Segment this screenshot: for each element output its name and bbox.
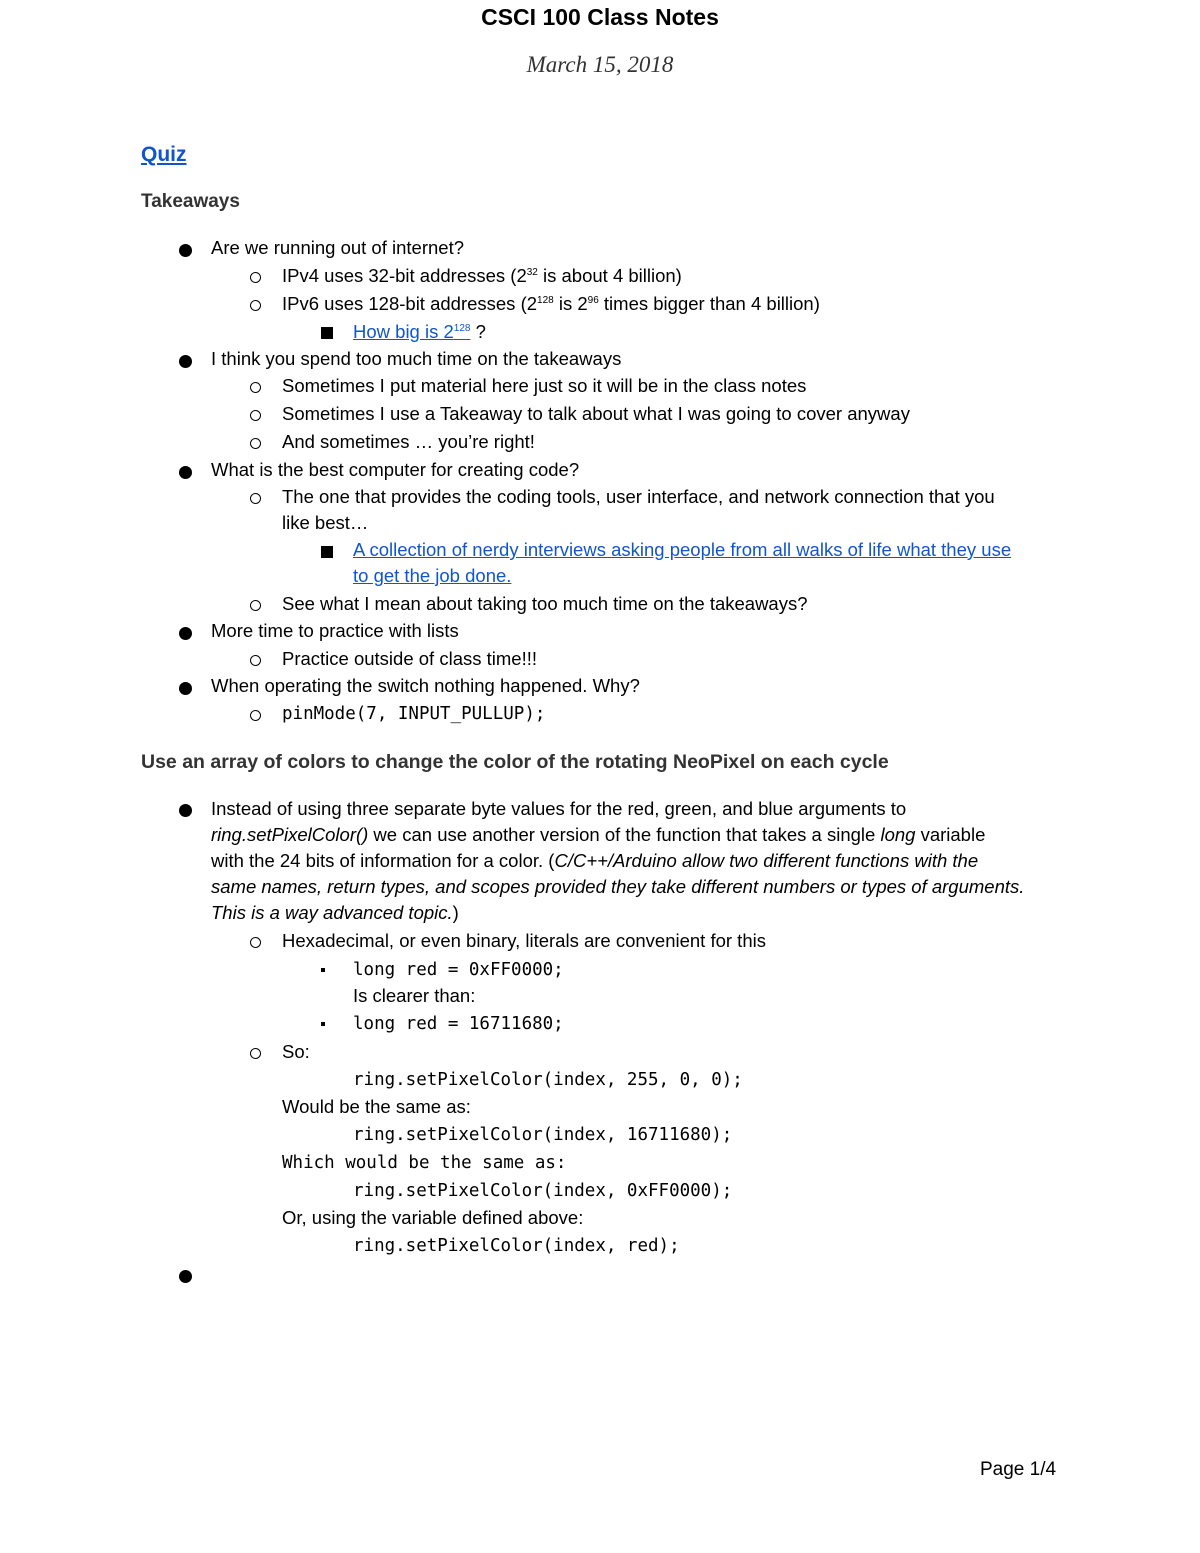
takeaway-answer: See what I mean about taking too much time on the takeaways?	[282, 593, 808, 614]
empty-bullet-icon	[179, 1270, 192, 1283]
code-line: ring.setPixelColor(index, red);	[353, 1236, 680, 1256]
circle-bullet-icon	[250, 382, 261, 393]
circle-bullet-icon	[250, 410, 261, 421]
document-title: CSCI 100 Class Notes	[481, 4, 719, 30]
code-line: long red = 0xFF0000;	[353, 960, 564, 980]
circle-bullet-icon	[250, 710, 261, 721]
bullet-icon	[179, 804, 192, 817]
takeaway-answer: Sometimes I put material here just so it will be in the class notes	[282, 375, 807, 396]
small-bullet-icon	[321, 1022, 325, 1026]
bullet-icon	[179, 682, 192, 695]
how-big-link-item: How big is $2^{128}$ ?	[353, 321, 486, 342]
how-big-link[interactable]: How big is $2^{128}$	[353, 321, 471, 342]
circle-bullet-icon	[250, 493, 261, 504]
takeaway-question: Are we running out of internet?	[211, 237, 464, 258]
interviews-link[interactable]: A collection of nerdy interviews asking people from all walks of life what they use	[353, 539, 1012, 560]
code-line: ring.setPixelColor(index, 16711680);	[353, 1125, 733, 1145]
page-number: Page 1/4	[980, 1459, 1057, 1480]
code-line: long red = 16711680;	[353, 1014, 564, 1034]
square-bullet-icon	[321, 546, 333, 558]
code-line: ring.setPixelColor(index, 255, 0, 0);	[353, 1070, 743, 1090]
bullet-icon	[179, 355, 192, 368]
bullet-icon	[179, 244, 192, 257]
note-text: Is clearer than:	[353, 985, 476, 1006]
circle-bullet-icon	[250, 300, 261, 311]
circle-bullet-icon	[250, 937, 261, 948]
paragraph-line: same names, return types, and scopes provided they take different numbers or types of arguments.	[211, 876, 1025, 897]
takeaway-answer: The one that provides the coding tools, user interface, and network connection that you	[282, 486, 995, 507]
takeaway-question: More time to practice with lists	[211, 620, 459, 641]
takeaway-answer: IPv4 uses 32-bit addresses ($2^{32}$ is about 4 billion)	[282, 265, 682, 286]
paragraph-line: This is a way advanced topic.)	[211, 902, 459, 923]
note-text: So:	[282, 1041, 310, 1062]
code-line: ring.setPixelColor(index, 0xFF0000);	[353, 1181, 733, 1201]
quiz-link[interactable]: Quiz	[141, 143, 187, 166]
interviews-link-line2	[353, 563, 511, 589]
takeaway-question: I think you spend too much time on the takeaways	[211, 348, 622, 369]
note-text: Would be the same as:	[282, 1096, 471, 1117]
takeaways-heading: Takeaways	[141, 191, 240, 212]
interviews-link-cont[interactable]: to get the job done.	[353, 565, 512, 586]
section-heading: Use an array of colors to change the color of the rotating NeoPixel on each cycle	[141, 751, 889, 773]
takeaway-answer: And sometimes … you’re right!	[282, 431, 535, 452]
note-text-mono: Which would be the same as:	[282, 1153, 567, 1173]
paragraph-line: Instead of using three separate byte values for the red, green, and blue arguments to	[211, 798, 907, 819]
paragraph-line: ring.setPixelColor() we can use another version of the function that takes a single long variable	[211, 824, 986, 845]
code-snippet: pinMode(7, INPUT_PULLUP);	[282, 704, 546, 724]
paragraph-line: with the 24 bits of information for a color. (C/C++/Arduino allow two different functions with the	[211, 850, 979, 871]
takeaway-question: What is the best computer for creating code?	[211, 459, 580, 480]
circle-bullet-icon	[250, 438, 261, 449]
takeaway-answer: Practice outside of class time!!!	[282, 648, 537, 669]
document-date: March 15, 2018	[526, 52, 674, 77]
circle-bullet-icon	[250, 1048, 261, 1059]
bullet-icon	[179, 627, 192, 640]
takeaway-answer-cont: like best…	[282, 512, 369, 533]
square-bullet-icon	[321, 327, 333, 339]
small-bullet-icon	[321, 968, 325, 972]
takeaway-answer: Sometimes I use a Takeaway to talk about what I was going to cover anyway	[282, 403, 910, 424]
bullet-icon	[179, 466, 192, 479]
takeaway-question: When operating the switch nothing happened. Why?	[211, 675, 640, 696]
circle-bullet-icon	[250, 272, 261, 283]
circle-bullet-icon	[250, 655, 261, 666]
takeaway-answer: IPv6 uses 128-bit addresses ($2^{128}$ is $2^{96}$ times bigger than 4 billion)	[282, 293, 820, 314]
interviews-link-line1	[353, 537, 1011, 563]
hex-intro: Hexadecimal, or even binary, literals are convenient for this	[282, 930, 766, 951]
note-text: Or, using the variable defined above:	[282, 1207, 584, 1228]
circle-bullet-icon	[250, 600, 261, 611]
